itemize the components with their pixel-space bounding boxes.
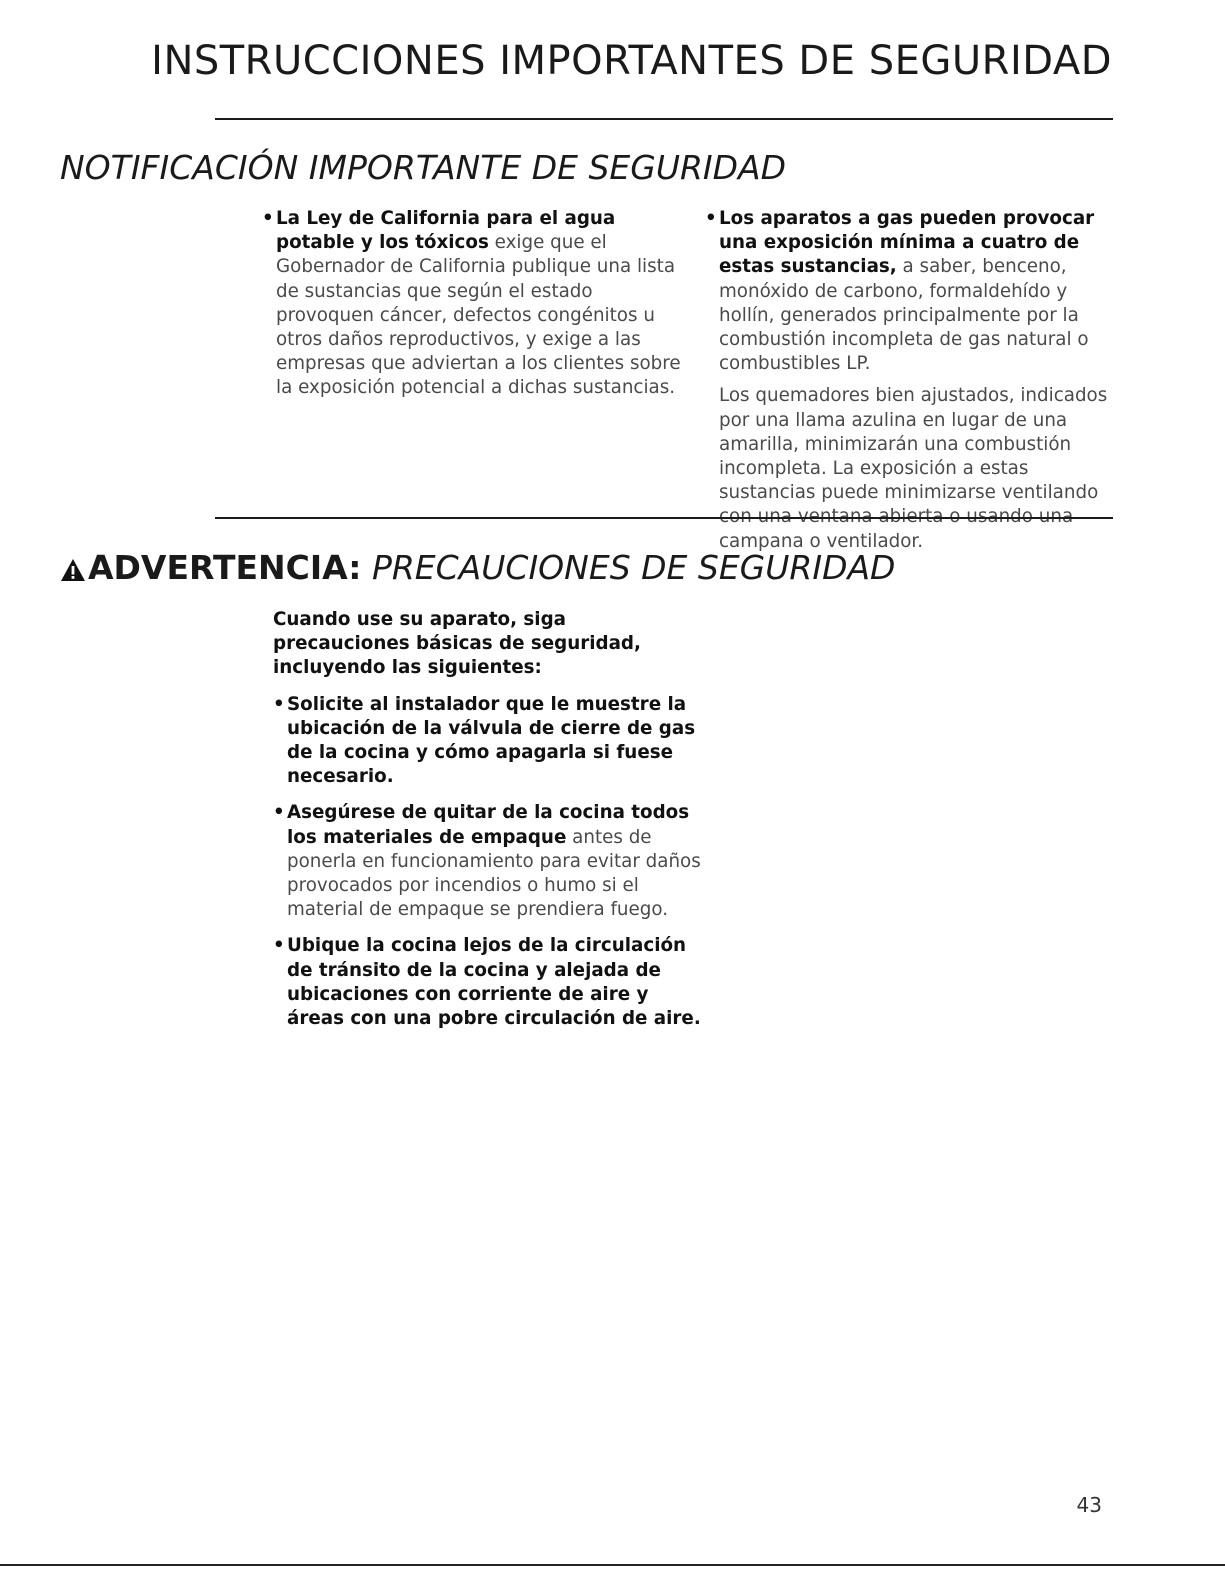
notice-left-bullet xyxy=(262,207,682,401)
bullet-icon: • xyxy=(262,208,274,229)
warning-item-text: antes de ponerla en funcionamiento para evitar daños provocados por incendios o humo si el material de empaque se prendiera fuego. xyxy=(287,826,701,921)
page-number: 43 xyxy=(1076,1493,1102,1517)
warning-title xyxy=(60,548,895,590)
bullet-icon: • xyxy=(273,802,285,824)
warning-item-bold: Ubique la cocina lejos de la circulación de tránsito de la cocina y alejada de ubicaciones con corriente de aire y áreas con una pobre circulación de aire. xyxy=(287,935,701,1030)
warning-item-bold: Asegúrese de quitar de la cocina todos los materiales de empaque xyxy=(287,802,690,848)
bullet-icon: • xyxy=(705,208,717,229)
page-bottom-edge xyxy=(0,1564,1225,1566)
warning-item xyxy=(273,801,703,922)
notice-right-paragraph: Los quemadores bien ajustados, indicados por una llama azulina en lugar de una amarilla, minimizarán una combustión incompleta. La exposición a estas sustancias puede minimizarse ventilando con una ventana abierta o usando una campana o ventilador. xyxy=(719,385,1108,552)
warning-label: ADVERTENCIA: xyxy=(88,548,362,587)
page-header: INSTRUCCIONES IMPORTANTES DE SEGURIDAD xyxy=(151,38,1112,84)
warning-item xyxy=(273,934,703,1031)
notice-left-text: exige que el Gobernador de California publique una lista de sustancias que según el estado provoquen cáncer, defectos congénitos u otros daños reproductivos, y exige a las empresas que adviertan a los clientes sobre la exposición potencial a dichas sustancias. xyxy=(276,232,681,399)
warning-intro: Cuando use su aparato, siga precauciones básicas de seguridad, incluyendo las siguientes: xyxy=(273,609,641,679)
section-divider xyxy=(215,517,1113,519)
header-divider xyxy=(215,118,1113,120)
bullet-icon: • xyxy=(273,693,285,715)
notice-right-column xyxy=(705,207,1115,554)
notice-right-text: a saber, benceno, monóxido de carbono, formaldehído y hollín, generados principalmente por la combustión incompleta de gas natural o combustibles LP. xyxy=(719,256,1089,375)
notice-right-bullet xyxy=(705,207,1115,376)
warning-item-bold: Solicite al instalador que le muestre la ubicación de la válvula de cierre de gas de la cocina y cómo apagarla si fuese necesario. xyxy=(287,693,696,788)
bullet-icon: • xyxy=(273,935,285,957)
notice-left-column xyxy=(262,207,682,401)
warning-item xyxy=(273,693,703,790)
notice-right-bold: Los aparatos a gas pueden provocar una exposición mínima a cuatro de estas sustancias, xyxy=(719,208,1095,278)
notice-title: NOTIFICACIÓN IMPORTANTE DE SEGURIDAD xyxy=(60,148,787,187)
warning-column xyxy=(273,608,703,1043)
warning-triangle-icon xyxy=(60,551,86,590)
notice-left-bold: La Ley de California para el agua potable y los tóxicos xyxy=(276,208,616,254)
warning-subtitle: PRECAUCIONES DE SEGURIDAD xyxy=(361,548,896,587)
